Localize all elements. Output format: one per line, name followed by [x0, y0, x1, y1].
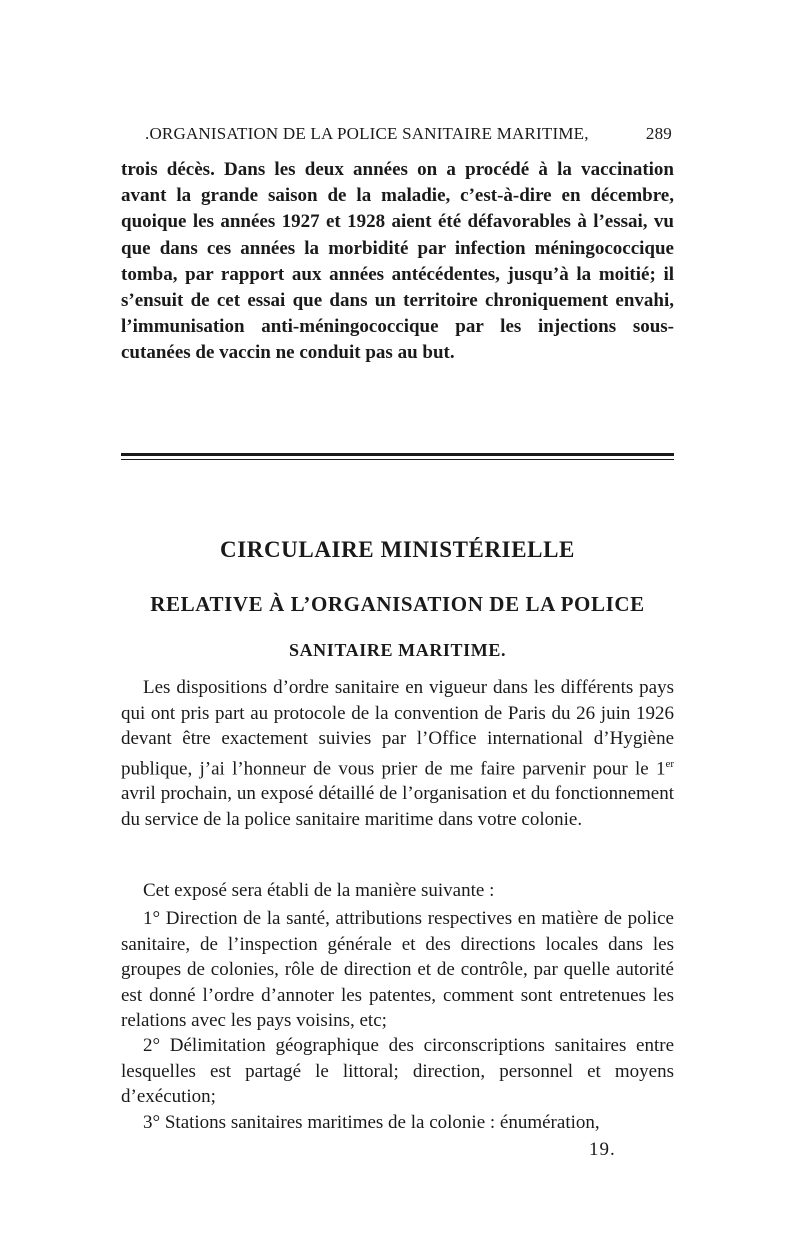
- intro-paragraph: trois décès. Dans les deux années on a procédé à la vaccination avant la grande saison de la maladie, c’est-à-dire en décembre, quoique les années 1927 et 1928 aient été défavorables à l’essai, vu que dans ces années la morbidité par infection méningococcique tomba, par rapport aux années antécédentes, jusqu’à la moitié; il s’ensuit de cet essai que dans un territoire chroniquement envahi, l’immunisation anti-méningococcique par les injections sous-cutanées de vaccin ne conduit pas au but.: [121, 159, 674, 364]
- document-page: [121, 0, 674, 1245]
- section-divider-thick: [121, 453, 674, 456]
- running-head-title: .ORGANISATION DE LA POLICE SANITAIRE MARITIME,: [145, 124, 589, 143]
- list-item-3: 3° Stations sanitaires maritimes de la colonie : énumération,: [143, 1112, 600, 1133]
- ordinal-superscript: er: [665, 757, 674, 770]
- body-paragraph-1-text: Les dispositions d’ordre sanitaire en vigueur dans les différents pays qui ont pris part au protocole de la convention de Paris du 26 juin 1926 devant être exactement suivies par l’Office international d’Hygiène publique, j’ai l’honneur de vous prier de me faire parvenir pour le 1: [121, 677, 674, 779]
- body-paragraph-1: [121, 675, 674, 832]
- list-item-1: 1° Direction de la santé, attributions respectives en matière de police sanitaire, de l’inspection générale et des directions locales dans les groupes de colonies, rôle de direction et de contrôle, par quelle autorité est donné l’ordre d’annoter les patentes, comment sont entretenues les relations avec les pays voisins, etc;: [121, 908, 674, 1031]
- list-item-2: 2° Délimitation géographique des circonscriptions sanitaires entre lesquelles est partagé le littoral; direction, personnel et moyens d’exécution;: [121, 1035, 674, 1107]
- section-divider-thin: [121, 459, 674, 460]
- section-heading-line2: RELATIVE À L’ORGANISATION DE LA POLICE: [150, 592, 645, 616]
- section-heading-line1: CIRCULAIRE MINISTÉRIELLE: [219, 537, 575, 562]
- section-heading-line3: SANITAIRE MARITIME.: [288, 640, 507, 660]
- body-paragraph-2: Cet exposé sera établi de la manière suivante :: [143, 880, 495, 901]
- page-number: 289: [645, 124, 672, 143]
- body-paragraph-1-text-end: avril prochain, un exposé détaillé de l’organisation et du fonctionnement du service de la police sanitaire maritime dans votre colonie.: [121, 783, 674, 830]
- signature-mark: 19.: [589, 1139, 616, 1160]
